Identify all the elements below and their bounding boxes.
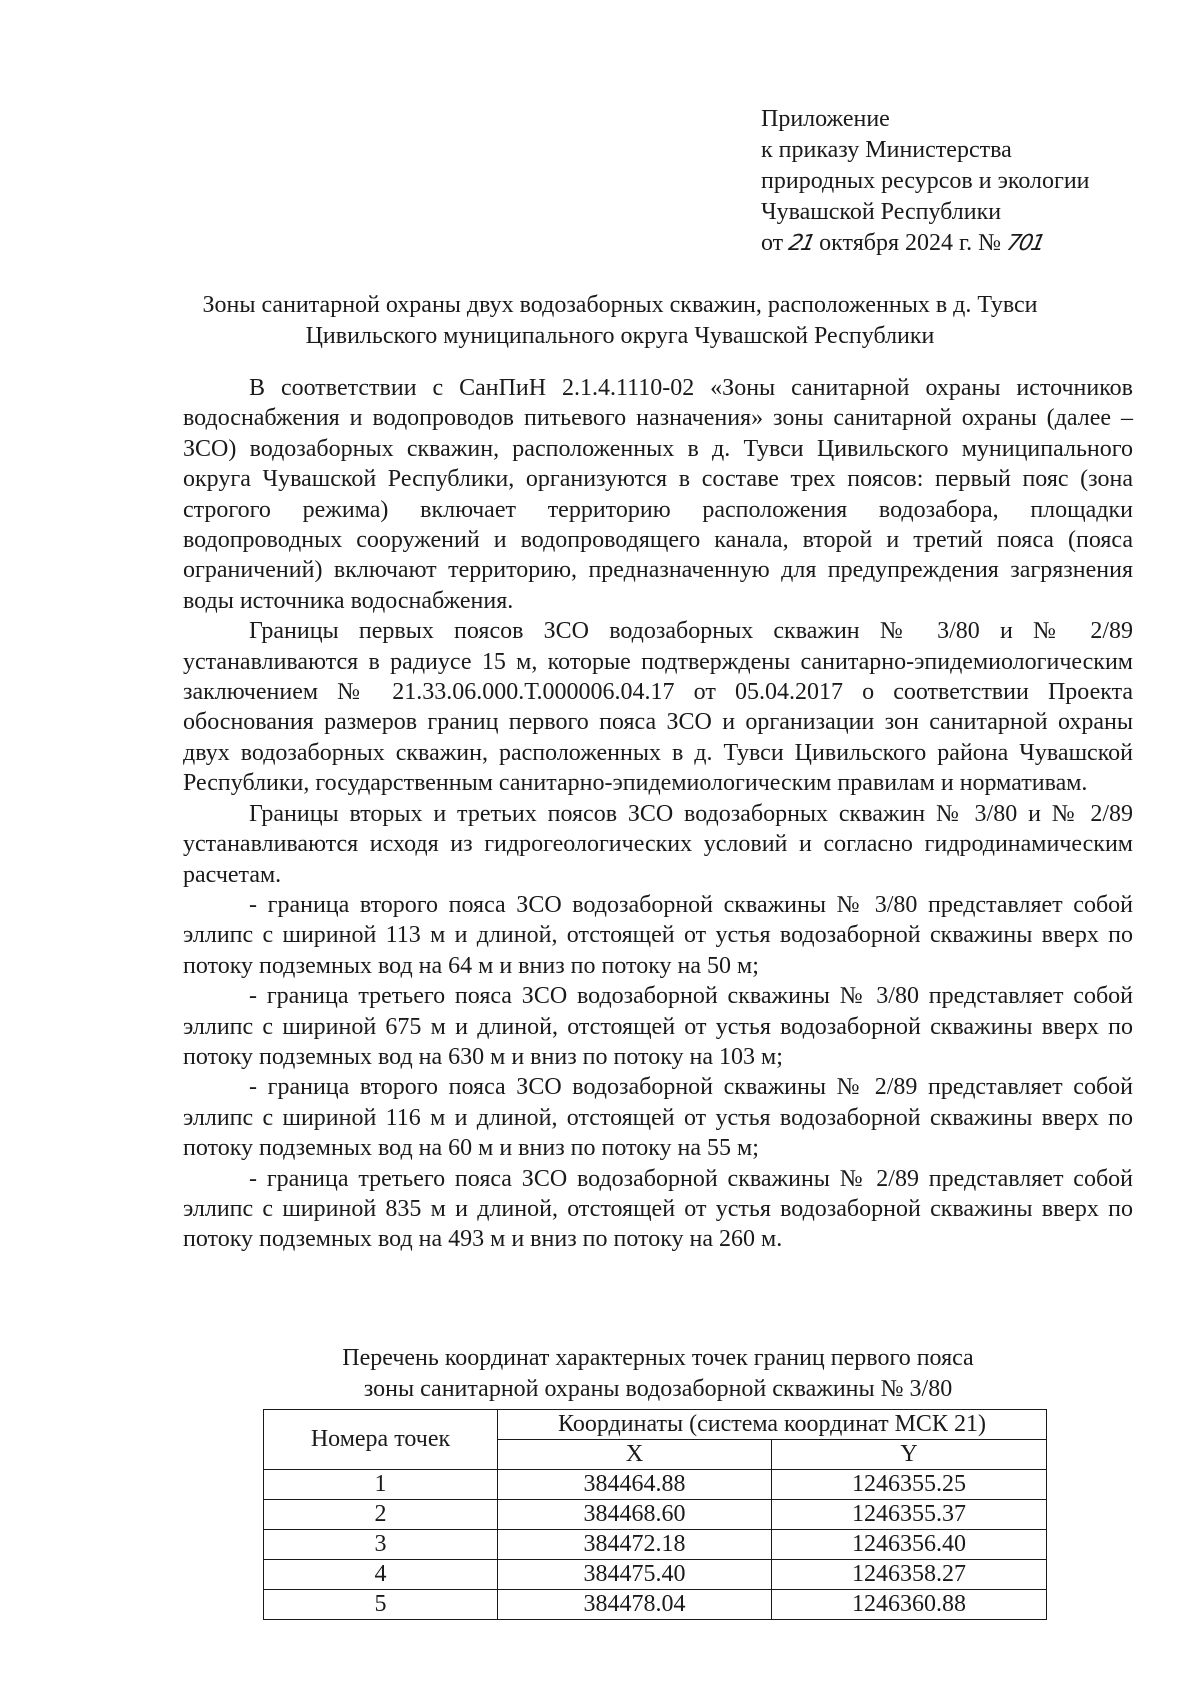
title-line: Зоны санитарной охраны двух водозаборных скважин, расположенных в д. Тувси	[202, 292, 1038, 318]
cell-y: 1246356.40	[772, 1530, 1047, 1560]
cell-x: 384464.88	[498, 1470, 772, 1500]
appendix-date-line	[761, 228, 1090, 259]
paragraph: - граница второго пояса ЗСО водозаборной скважины № 2/89 представляет собой эллипс с шириной 116 м и длиной, отстоящей от устья водозаборной скважины вверх по потоку подземных вод на 60 м и вниз по потоку на 55 м;	[183, 1074, 1133, 1162]
cell-y: 1246358.27	[772, 1560, 1047, 1590]
table-row	[264, 1500, 1047, 1530]
cell-point: 5	[264, 1590, 498, 1620]
cell-y: 1246355.25	[772, 1470, 1047, 1500]
appendix-header	[761, 104, 1090, 259]
cell-point: 2	[264, 1500, 498, 1530]
header-points: Номера точек	[264, 1410, 498, 1470]
appendix-line: природных ресурсов и экологии	[761, 168, 1090, 194]
paragraph: - граница второго пояса ЗСО водозаборной скважины № 3/80 представляет собой эллипс с шириной 113 м и длиной, отстоящей от устья водозаборной скважины вверх по потоку подземных вод на 64 м и вниз по потоку на 50 м;	[183, 891, 1133, 979]
cell-x: 384478.04	[498, 1590, 772, 1620]
paragraph: Границы первых поясов ЗСО водозаборных скважин № 3/80 и № 2/89 устанавливаются в радиусе 15 м, которые подтверждены санитарно-эпидемиологическим заключением № 21.33.06.000.Т.000006.04.17 от 05.04.2017 о соответствии Проекта обоснования размеров границ первого пояса ЗСО и организации зон санитарной охраны двух водозаборных скважин, расположенных в д. Тувси Цивильского района Чувашской Республики, государственным санитарно-эпидемиологическим правилам и нормативам.	[183, 618, 1133, 797]
table-row	[264, 1470, 1047, 1500]
paragraph: В соответствии с СанПиН 2.1.4.1110-02 «Зоны санитарной охраны источников водоснабжения и водопроводов питьевого назначения» зоны санитарной охраны (далее – ЗСО) водозаборных скважин, расположенных в д. Тувси Цивильского муниципального округа Чувашской Республики, организуются в составе трех поясов: первый пояс (зона строгого режима) включает территорию расположения водозабора, площадки водопроводных сооружений и водопроводящего канала, второй и третий пояса (пояса ограничений) включают территорию, предназначенную для предупреждения загрязнения воды источника водоснабжения.	[183, 375, 1133, 614]
table-caption	[183, 1343, 1133, 1405]
cell-point: 4	[264, 1560, 498, 1590]
table-row	[264, 1590, 1047, 1620]
cell-point: 3	[264, 1530, 498, 1560]
table-row	[264, 1560, 1047, 1590]
paragraph: Границы вторых и третьих поясов ЗСО водозаборных скважин № 3/80 и № 2/89 устанавливаются исходя из гидрогеологических условий и согласно гидродинамическим расчетам.	[183, 800, 1133, 888]
date-rest: октября 2024 г. №	[813, 230, 1008, 256]
cell-x: 384475.40	[498, 1560, 772, 1590]
header-coordinates: Координаты (система координат МСК 21)	[498, 1410, 1047, 1440]
cell-point: 1	[264, 1470, 498, 1500]
table-header-row	[264, 1410, 1047, 1440]
table-row	[264, 1530, 1047, 1560]
handwritten-order-number: 701	[1004, 231, 1046, 256]
appendix-line: Приложение	[761, 106, 890, 132]
coordinates-table	[263, 1409, 1047, 1620]
cell-x: 384472.18	[498, 1530, 772, 1560]
document-title	[120, 290, 1120, 352]
document-body	[183, 373, 1133, 1255]
paragraph: - граница третьего пояса ЗСО водозаборной скважины № 3/80 представляет собой эллипс с шириной 675 м и длиной, отстоящей от устья водозаборной скважины вверх по потоку подземных вод на 630 м и вниз по потоку на 103 м;	[183, 983, 1133, 1070]
cell-x: 384468.60	[498, 1500, 772, 1530]
header-x: X	[498, 1440, 772, 1470]
caption-line: Перечень координат характерных точек границ первого пояса	[342, 1345, 974, 1371]
paragraph: - граница третьего пояса ЗСО водозаборной скважины № 2/89 представляет собой эллипс с шириной 835 м и длиной, отстоящей от устья водозаборной скважины вверх по потоку подземных вод на 493 м и вниз по потоку на 260 м.	[183, 1165, 1133, 1253]
title-line: Цивильского муниципального округа Чувашской Республики	[305, 323, 935, 349]
cell-y: 1246355.37	[772, 1500, 1047, 1530]
appendix-line: Чувашской Республики	[761, 199, 1002, 225]
date-prefix: от	[761, 230, 790, 256]
cell-y: 1246360.88	[772, 1590, 1047, 1620]
header-y: Y	[772, 1440, 1047, 1470]
caption-line: зоны санитарной охраны водозаборной скважины № 3/80	[363, 1376, 953, 1402]
appendix-line: к приказу Министерства	[761, 137, 1012, 163]
handwritten-day: 21	[786, 231, 816, 256]
